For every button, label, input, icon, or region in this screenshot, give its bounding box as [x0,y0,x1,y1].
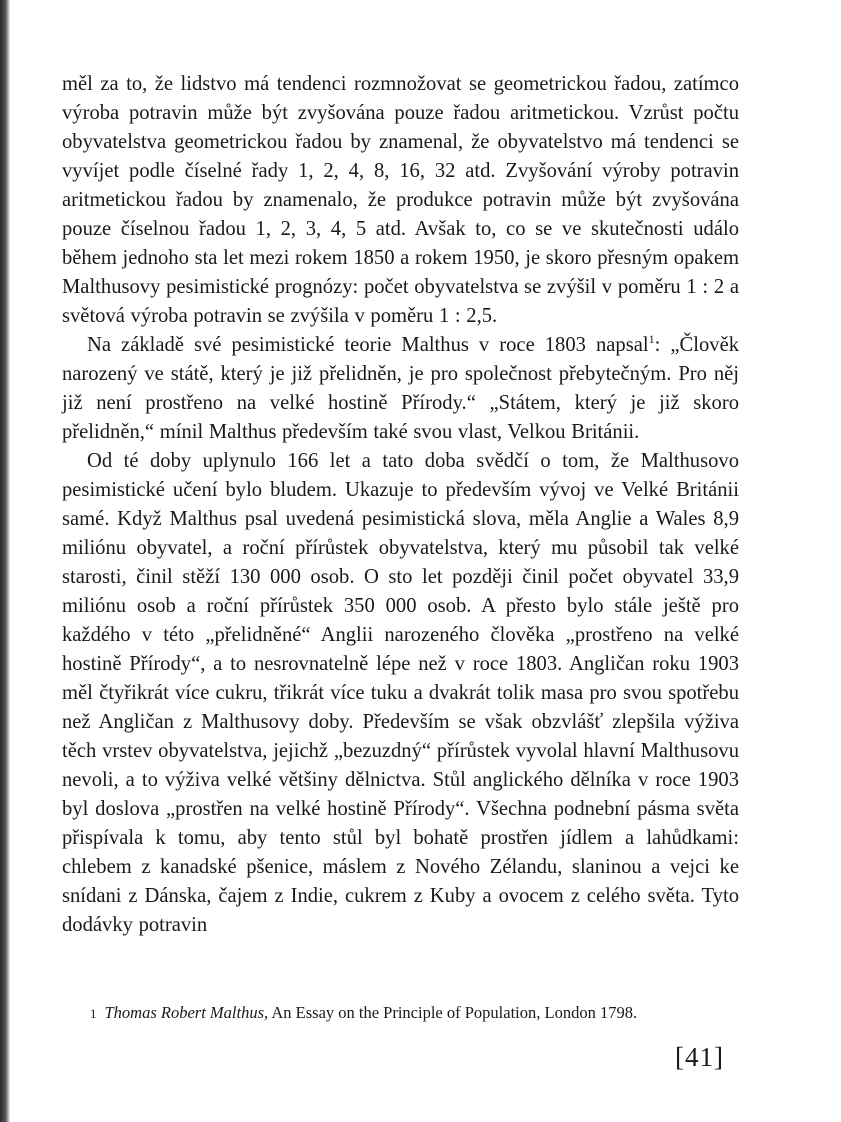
paragraph-2-text-before-note: Na základě své pesimistické teorie Malthus v roce 1803 napsal [87,334,649,356]
footnote [90,1002,750,1025]
paragraph-2-text-after-note: : „Člověk narozený ve státě, který je již přelidněn, je pro společnost přebytečným. Pro něj již není prostřeno na velké hostině Přírody.“ „Státem, který je již skoro přelidněn,“ mínil Malthus především také svou vlast, Velkou Británii. [62,334,740,443]
book-spine-shadow [0,0,10,1122]
footnote-reference[interactable]: 1 [648,332,655,347]
page-body [62,70,739,940]
page-number: [41] [675,1042,724,1072]
paragraph-1: měl za to, že lidstvo má tendenci rozmnožovat se geometrickou řadou, zatímco výroba potravin může být zvyšována pouze řadou aritmetickou. Vzrůst počtu obyvatelstva geometrickou řadou by znamenal, že obyvatelstvo má tendenci se vyvíjet podle číselné řady 1, 2, 4, 8, 16, 32 atd. Zvyšování výroby potravin aritmetickou řadou by znamenalo, že produkce potravin může být zvyšována pouze číselnou řadou 1, 2, 3, 4, 5 atd. Avšak to, co se ve skutečnosti událo během jednoho sta let mezi rokem 1850 a rokem 1950, je skoro přesným opakem Malthusovy pesimistické prognózy: počet obyvatelstva se zvýšil v poměru 1 : 2 a světová výroba potravin se zvýšila v poměru 1 : 2,5. [62,73,739,327]
footnote-text: , An Essay on the Principle of Population, London 1798. [264,1003,638,1022]
footnote-marker: 1 [90,1006,97,1021]
paragraph-2 [62,331,739,447]
paragraph-3: Od té doby uplynulo 166 let a tato doba svědčí o tom, že Malthusovo pesimistické učení bylo bludem. Ukazuje to především vývoj ve Velké Británii samé. Když Malthus psal uvedená pesimistická slova, měla Anglie a Wales 8,9 miliónu obyvatel, a roční přírůstek obyvatelstva, který mu působil tak velké starosti, činil stěží 130 000 osob. O sto let později činil počet obyvatel 33,9 miliónu osob a roční přírůstek 350 000 osob. A přesto bylo stále ještě pro každého v této „přelidněné“ Anglii narozeného člověka „prostřeno na velké hostině Přírody“, a to nesrovnatelně lépe než v roce 1803. Angličan roku 1903 měl čtyřikrát více cukru, třikrát více tuku a dvakrát tolik masa pro svou spotřebu než Angličan z Malthusovy doby. Především se však obzvlášť zlepšila výživa těch vrstev obyvatelstva, jejichž „bezuzdný“ přírůstek vyvolal hlavní Malthusovu nevoli, a to výživa velké většiny dělnictva. Stůl anglického dělníka v roce 1903 byl doslova „prostřen na velké hostině Přírody“. Všechna podnební pásma světa přispívala k tomu, aby tento stůl byl bohatě prostřen jídlem a lahůdkami: chlebem z kanadské pšenice, máslem z Nového Zélandu, slaninou a vejci ke snídani z Dánska, čajem z Indie, cukrem z Kuby a ovocem z celého světa. Tyto dodávky potravin [62,450,739,936]
footnote-author: Thomas Robert Malthus [104,1003,265,1022]
body-text [62,70,739,940]
